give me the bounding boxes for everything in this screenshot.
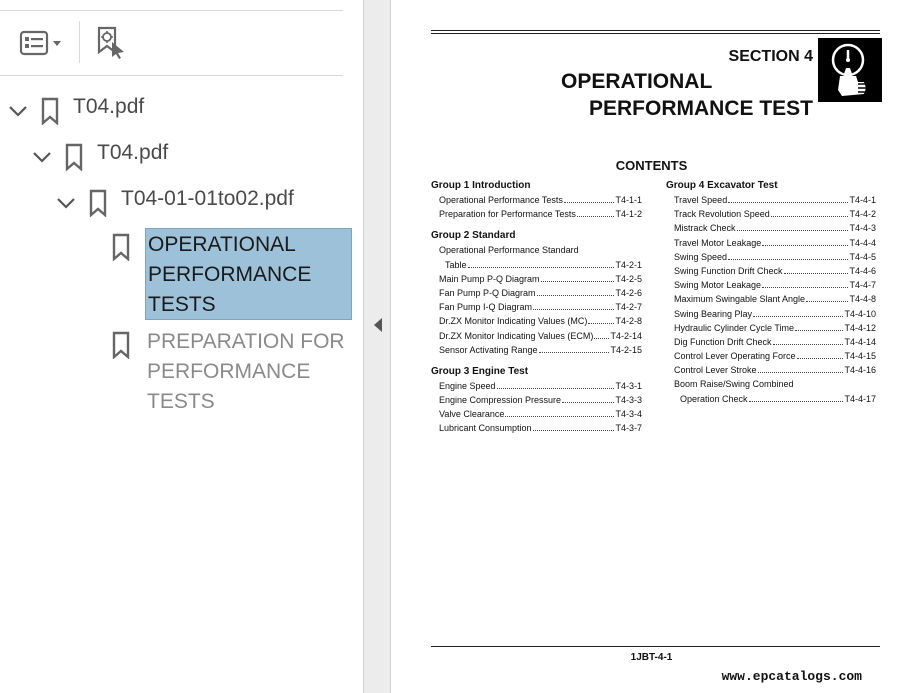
header-rule	[431, 30, 880, 31]
toc-entry-page: T4-2-14	[610, 330, 642, 341]
leader-dots	[533, 421, 615, 431]
toc-entry[interactable]	[431, 272, 642, 286]
toc-entry-page: T4-4-16	[844, 365, 876, 376]
toc-entry-page: T4-3-4	[615, 409, 642, 420]
toc-entry[interactable]	[431, 421, 642, 435]
triangle-left-icon	[373, 317, 383, 333]
leader-dots	[505, 407, 614, 417]
toc-entry-page: T4-4-17	[844, 393, 876, 404]
toc-entry-title: Engine Speed	[439, 380, 496, 391]
toc-entry-title: Fan Pump I-Q Diagram	[439, 302, 533, 313]
toc-entry[interactable]	[431, 258, 642, 272]
toc-entry-page: T4-4-1	[849, 195, 876, 205]
leader-dots	[737, 221, 849, 231]
title-line: OPERATIONAL	[561, 70, 713, 93]
tree-item-operational-performance-tests[interactable]	[110, 228, 352, 320]
toc-entry[interactable]	[431, 193, 642, 207]
leader-dots	[762, 278, 848, 288]
leader-dots	[758, 363, 844, 373]
new-bookmark-button[interactable]	[88, 21, 130, 63]
toc-entry-title: Dig Function Drift Check	[674, 336, 772, 347]
toc-entry-page: T4-4-12	[844, 322, 876, 333]
toc-entry[interactable]	[431, 407, 642, 421]
leader-dots	[533, 300, 614, 310]
watermark-text: www.epcatalogs.com	[721, 669, 862, 684]
toc-entry-page: T4-2-7	[615, 302, 642, 313]
toc-entry-page: T4-1-1	[615, 195, 642, 205]
tree-item-t04-pdf[interactable]	[31, 138, 168, 172]
toc-entry[interactable]	[431, 300, 642, 314]
leader-dots	[537, 286, 615, 296]
leader-dots	[541, 272, 615, 282]
toc-entry[interactable]	[431, 379, 642, 393]
document-title	[561, 68, 813, 122]
tree-item-preparation-for-performance-tests[interactable]	[110, 326, 352, 418]
toc-entry-page: T4-3-1	[615, 380, 642, 391]
title-line: PERFORMANCE TEST	[588, 97, 813, 120]
toc-entry[interactable]	[431, 343, 642, 357]
toc-entry-page: T4-3-3	[615, 395, 642, 406]
toc-entry-page: T4-4-15	[844, 351, 876, 362]
bookmark-icon	[110, 232, 132, 262]
toc-left-column	[431, 178, 642, 436]
tree-item-t04-01-01to02-pdf[interactable]	[55, 184, 294, 218]
toc-entry-title: Track Revolution Speed	[674, 209, 770, 220]
contents-heading: CONTENTS	[615, 158, 688, 173]
toc-entry-page: T4-1-2	[615, 209, 642, 220]
toolbar-divider	[79, 21, 80, 63]
toc-entry-page: T4-4-6	[849, 265, 876, 276]
toc-entry[interactable]	[666, 363, 876, 377]
chevron-down-icon[interactable]	[55, 192, 77, 214]
toc-entry-title: Operation Check	[680, 393, 748, 404]
tree-item-label: PREPARATION FOR PERFORMANCE TESTS	[147, 330, 345, 413]
toc-right-column	[666, 178, 876, 406]
toc-entry-page: T4-2-5	[615, 273, 642, 284]
toc-entry-title: Operational Performance Tests	[439, 195, 563, 205]
toc-entry-title: Control Lever Operating Force	[674, 351, 796, 362]
toc-entry-page: T4-2-6	[615, 287, 642, 298]
chevron-down-icon[interactable]	[7, 100, 29, 122]
tree-item-t04-pdf-root[interactable]	[7, 92, 144, 126]
toc-entry-page: T4-3-7	[615, 423, 642, 434]
toc-entry[interactable]	[666, 207, 876, 221]
toc-entry[interactable]	[431, 207, 642, 221]
toc-entry-title: Dr.ZX Monitor Indicating Values (ECM)	[439, 330, 594, 341]
toc-entry[interactable]	[431, 314, 642, 328]
toc-entry-page: T4-4-14	[844, 336, 876, 347]
toc-entry-title: Valve Clearance	[439, 409, 505, 420]
toc-entry-title: Control Lever Stroke	[674, 365, 757, 376]
toc-entry[interactable]	[666, 221, 876, 235]
leader-dots	[728, 250, 848, 260]
leader-dots	[728, 193, 848, 203]
toc-entry-title: Fan Pump P-Q Diagram	[439, 287, 536, 298]
collapse-panel-button[interactable]	[372, 314, 384, 336]
leader-dots	[806, 292, 848, 302]
toc-entry-page: T4-4-7	[849, 280, 876, 291]
toc-entry[interactable]	[666, 307, 876, 321]
leader-dots	[577, 207, 615, 217]
leader-dots	[562, 393, 614, 403]
toc-entry-title: Swing Motor Leakage	[674, 280, 762, 291]
leader-dots	[797, 349, 844, 359]
leader-dots	[539, 343, 610, 353]
toc-entry[interactable]	[431, 329, 642, 343]
toc-entry-page: T4-4-2	[849, 209, 876, 220]
footer-rule	[431, 646, 880, 647]
bookmarks-toolbar	[0, 10, 343, 76]
toc-entry-page: T4-4-4	[849, 237, 876, 248]
toc-group-heading: Group 1 Introduction	[431, 180, 531, 191]
toc-entry-page: T4-2-8	[615, 316, 642, 327]
leader-dots	[497, 379, 615, 389]
toc-entry-title: Engine Compression Pressure	[439, 395, 562, 406]
toc-entry[interactable]	[666, 236, 876, 250]
leader-dots	[749, 392, 844, 402]
toc-entry-page: T4-2-15	[610, 344, 642, 355]
toc-entry-title: Sensor Activating Range	[439, 344, 538, 355]
bookmark-icon	[39, 96, 61, 126]
toc-entry-title: Hydraulic Cylinder Cycle Time	[674, 322, 795, 333]
leader-dots	[771, 207, 849, 217]
bookmark-icon	[63, 142, 85, 172]
tree-item-label: T04.pdf	[97, 141, 169, 164]
toc-entry[interactable]	[666, 349, 876, 363]
toc-entry-page: T4-2-1	[615, 259, 642, 270]
pressure-gauge-icon	[818, 38, 882, 102]
toc-entry-title: Lubricant Consumption	[439, 423, 532, 434]
toc-entry[interactable]	[666, 292, 876, 306]
toc-entry[interactable]	[666, 335, 876, 349]
tree-item-label-selected: OPERATIONAL PERFORMANCE TESTS	[145, 228, 352, 320]
toc-entry[interactable]	[666, 278, 876, 292]
toc-entry-title: Swing Bearing Play	[674, 308, 753, 319]
leader-dots	[773, 335, 844, 345]
toc-entry[interactable]	[666, 193, 876, 207]
list-options-icon	[16, 29, 64, 57]
options-menu-button[interactable]	[12, 25, 68, 61]
toc-entry[interactable]	[431, 286, 642, 300]
bookmark-add-icon	[91, 24, 127, 60]
toc-entry-page: T4-4-5	[849, 251, 876, 262]
toc-entry-title: Swing Speed	[674, 251, 728, 262]
toc-entry-title: Travel Speed	[674, 195, 728, 205]
toc-entry[interactable]	[666, 392, 876, 406]
toc-entry-title: Swing Function Drift Check	[674, 265, 783, 276]
leader-dots	[588, 314, 614, 324]
toc-entry-title: Mistrack Check	[674, 223, 736, 234]
toc-entry-page: T4-4-10	[844, 308, 876, 319]
toc-entry[interactable]	[666, 264, 876, 278]
leader-dots	[795, 321, 843, 331]
section-label: SECTION 4	[728, 48, 813, 65]
gauge-hand-logo	[818, 38, 882, 102]
header-rule	[431, 33, 880, 34]
toc-entry-title: Table	[445, 259, 467, 270]
toc-group-heading: Group 4 Excavator Test	[666, 180, 778, 191]
toc-group-heading: Group 3 Engine Test	[431, 365, 529, 377]
toc-entry-title: Maximum Swingable Slant Angle	[674, 294, 806, 305]
bookmark-icon	[110, 330, 132, 360]
document-page	[391, 0, 912, 693]
leader-dots	[564, 193, 615, 203]
toc-group-heading: Group 2 Standard	[431, 230, 516, 242]
toc-entry-title: Travel Motor Leakage	[674, 237, 762, 248]
toc-entry[interactable]	[431, 243, 642, 257]
toc-entry[interactable]	[666, 250, 876, 264]
bookmark-icon	[87, 188, 109, 218]
toc-entry-title: Boom Raise/Swing Combined	[674, 379, 794, 390]
panel-splitter[interactable]	[363, 0, 391, 693]
toc-entry-title: Preparation for Performance Tests	[439, 209, 576, 220]
toc-entry-page: T4-4-8	[849, 294, 876, 305]
toc-entry[interactable]	[666, 321, 876, 335]
leader-dots	[468, 258, 615, 268]
leader-dots	[753, 307, 843, 317]
toc-entry-page: T4-4-3	[849, 223, 876, 234]
toc-entry-title: Operational Performance Standard	[439, 245, 579, 256]
toc-entry[interactable]	[431, 393, 642, 407]
toc-entry[interactable]	[666, 377, 876, 391]
leader-dots	[784, 264, 849, 274]
chevron-down-icon[interactable]	[31, 146, 53, 168]
leader-dots	[594, 329, 609, 339]
toc-entry-title: Main Pump P-Q Diagram	[439, 273, 540, 284]
toc-entry-title: Dr.ZX Monitor Indicating Values (MC)	[439, 316, 588, 327]
leader-dots	[762, 236, 848, 246]
tree-item-label: T04-01-01to02.pdf	[121, 187, 294, 210]
page-number: 1JBT-4-1	[630, 652, 673, 663]
bookmarks-panel	[0, 0, 363, 693]
tree-item-label: T04.pdf	[73, 95, 145, 118]
